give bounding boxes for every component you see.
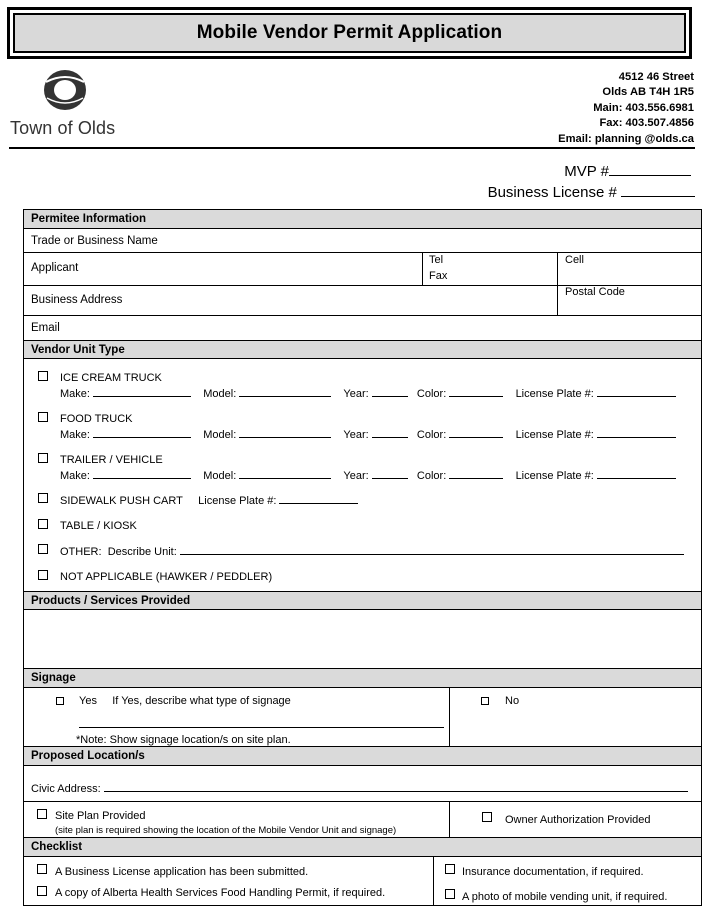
food-truck-checkbox[interactable] [38,412,48,422]
color-blank[interactable] [449,428,503,438]
ahs-permit-label: A copy of Alberta Health Services Food Handling Permit, if required. [55,887,386,899]
section-title: Signage [31,672,76,684]
section-proposed-location [24,747,701,765]
license-plate-blank[interactable] [597,469,676,479]
sidewalk-push-cart-checkbox[interactable] [38,493,48,503]
rule [422,252,423,285]
year-blank[interactable] [372,469,408,479]
title-banner-inner [13,13,686,53]
signage-note: *Note: Show signage location/s on site plan. [76,734,291,746]
section-signage [24,669,701,687]
year-blank[interactable] [372,428,408,438]
site-plan-note: (site plan is required showing the location of the Mobile Vendor Unit and signage) [55,825,397,836]
mvp-label: MVP # [564,163,609,180]
year-blank[interactable] [372,387,408,397]
address-block [558,70,694,147]
section-title: Products / Services Provided [31,594,191,607]
rule [24,252,701,253]
title-banner [7,7,692,59]
civic-address-row [31,782,688,795]
license-plate-label: License Plate #: [515,429,594,441]
photo-label: A photo of mobile vending unit, if required. [462,891,668,903]
rule [24,358,701,359]
not-applicable-label: NOT APPLICABLE (HAWKER / PEDDLER) [60,571,273,583]
rule [449,687,450,746]
trade-name-label: Trade or Business Name [31,235,158,247]
section-title: Checklist [31,841,83,853]
table-kiosk-checkbox[interactable] [38,519,48,529]
postal-code-label: Postal Code [565,286,625,298]
rule [24,315,701,316]
food-truck-details [60,428,676,441]
not-applicable-checkbox[interactable] [38,570,48,580]
signage-no-label: No [505,695,520,707]
rule [24,228,701,229]
section-products-services [24,592,701,609]
signage-yes-checkbox[interactable] [56,697,64,705]
email-label: Email [31,322,60,334]
town-of-olds-logo-icon [42,68,88,112]
section-permitee-information [24,210,701,228]
sidewalk-push-cart-label: SIDEWALK PUSH CART [60,495,183,507]
year-label: Year: [343,388,369,400]
license-plate-label: License Plate #: [515,388,594,400]
logo-text: Town of Olds [10,118,116,138]
section-checklist [24,838,701,856]
address-email: Email: planning @olds.ca [558,132,694,145]
signage-no-checkbox[interactable] [481,697,489,705]
site-plan-label: Site Plan Provided [55,810,146,822]
business-license-label: Business License # [487,184,617,201]
model-label: Model: [203,388,237,400]
cell-label: Cell [565,254,584,266]
business-license-blank[interactable] [621,184,695,197]
signage-yes-row [79,695,291,707]
section-title: Permitee Information [31,213,147,225]
rule [24,856,701,857]
signage-yes-label: Yes [79,695,97,707]
food-truck-label: FOOD TRUCK [60,413,133,425]
insurance-label: Insurance documentation, if required. [462,866,644,878]
business-license-checklist-label: A Business License application has been submitted. [55,866,309,878]
describe-unit-label: Describe Unit: [107,546,177,558]
license-plate-blank[interactable] [279,494,358,504]
trailer-vehicle-details [60,469,676,482]
section-title: Vendor Unit Type [31,343,125,356]
insurance-checkbox[interactable] [445,864,455,874]
ice-cream-truck-label: ICE CREAM TRUCK [60,372,162,384]
color-label: Color: [416,429,447,441]
color-label: Color: [416,470,447,482]
make-label: Make: [60,388,90,400]
page-title: Mobile Vendor Permit Application [196,22,503,43]
color-label: Color: [416,388,447,400]
table-kiosk-label: TABLE / KIOSK [60,520,137,532]
license-plate-blank[interactable] [597,387,676,397]
business-address-label: Business Address [31,294,123,306]
town-logo [10,68,125,140]
make-blank[interactable] [93,428,191,438]
section-vendor-unit-type [24,341,701,358]
color-blank[interactable] [449,469,503,479]
model-blank[interactable] [239,428,331,438]
address-fax: Fax: 403.507.4856 [599,117,694,130]
model-label: Model: [203,429,237,441]
address-city: Olds AB T4H 1R5 [602,86,694,99]
ahs-permit-checkbox[interactable] [37,886,47,896]
license-plate-blank[interactable] [597,428,676,438]
trailer-vehicle-label: TRAILER / VEHICLE [60,454,163,466]
make-label: Make: [60,470,90,482]
applicant-label: Applicant [31,262,79,274]
site-plan-checkbox[interactable] [37,809,47,819]
model-blank[interactable] [239,387,331,397]
year-label: Year: [343,429,369,441]
signage-if-yes-label: If Yes, describe what type of signage [112,695,291,707]
section-title: Proposed Location/s [31,750,145,762]
application-form [23,209,702,906]
make-blank[interactable] [93,469,191,479]
rule [24,801,701,802]
civic-address-blank[interactable] [104,782,688,792]
owner-authorization-label: Owner Authorization Provided [505,814,651,826]
year-label: Year: [343,470,369,482]
tel-label: Tel [429,254,444,266]
owner-authorization-checkbox[interactable] [482,812,492,822]
civic-address-label: Civic Address: [31,783,101,795]
color-blank[interactable] [449,387,503,397]
photo-checkbox[interactable] [445,889,455,899]
rule [433,856,434,906]
address-street: 4512 46 Street [618,71,694,83]
rule [24,687,701,688]
products-services-input-area[interactable] [24,610,701,668]
trailer-vehicle-checkbox[interactable] [38,453,48,463]
fax-label: Fax [429,270,448,282]
ice-cream-truck-details [60,387,676,400]
header-divider [9,147,695,149]
rule [24,765,701,766]
model-label: Model: [203,470,237,482]
rule [557,252,558,315]
mvp-number-field[interactable] [564,163,691,180]
sidewalk-push-cart-row [60,494,358,507]
business-license-checkbox[interactable] [37,864,47,874]
rule [449,801,450,837]
ice-cream-truck-checkbox[interactable] [38,371,48,381]
license-plate-label: License Plate #: [515,470,594,482]
other-checkbox[interactable] [38,544,48,554]
business-license-field[interactable] [488,184,695,201]
make-blank[interactable] [93,387,191,397]
describe-unit-blank[interactable] [180,545,684,555]
address-main-phone: Main: 403.556.6981 [593,101,694,114]
other-row [60,545,684,558]
signage-description-blank[interactable] [79,718,444,728]
make-label: Make: [60,429,90,441]
other-label: OTHER: [60,546,102,558]
license-plate-label: License Plate #: [198,495,277,507]
model-blank[interactable] [239,469,331,479]
mvp-blank[interactable] [609,163,691,176]
